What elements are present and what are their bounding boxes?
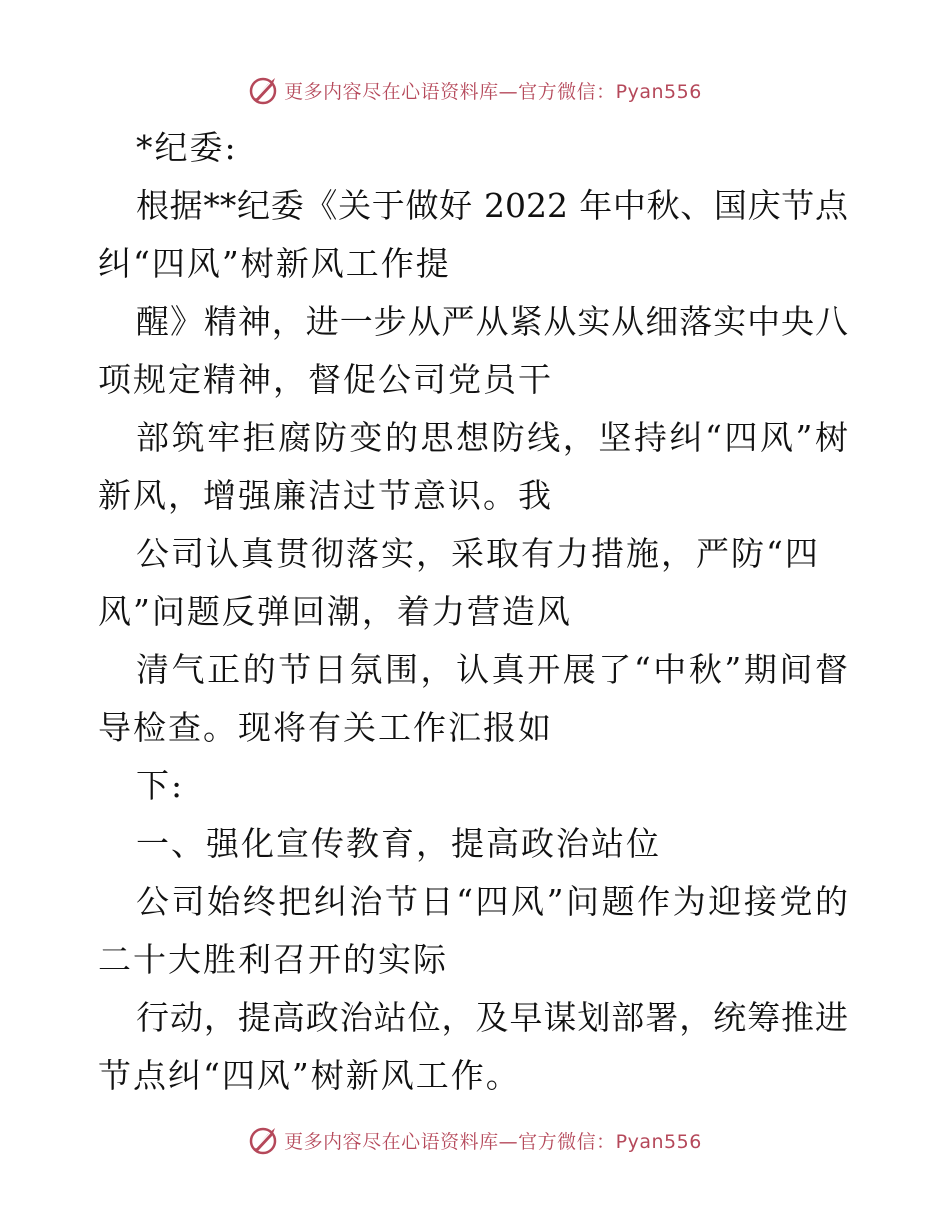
header-watermark	[0, 70, 950, 110]
text-line: 风”问题反弹回潮，着力营造风	[98, 592, 572, 631]
text-line: 下:	[136, 766, 185, 805]
footer-watermark	[0, 1120, 950, 1160]
text-line: 纠“四风”树新风工作提	[98, 244, 451, 283]
watermark-text: 更多内容尽在心语资料库—官方微信：Pyan556	[284, 80, 702, 103]
text-line: 醒》精神，进一步从严从紧从实从细落实中央八	[136, 302, 848, 341]
text-line: 项规定精神，督促公司党员干	[98, 360, 553, 399]
text-line: 公司认真贯彻落实，采取有力措施，严防“四	[136, 534, 820, 573]
text-line: 部筑牢拒腐防变的思想防线，坚持纠“四风”树	[136, 418, 848, 457]
text-line: 公司始终把纠治节日“四风”问题作为迎接党的	[136, 882, 848, 921]
text-line: 行动，提高政治站位，及早谋划部署，统筹推进	[136, 998, 848, 1037]
quill-pen-logo-icon	[248, 1124, 280, 1156]
quill-pen-logo-icon	[248, 74, 280, 106]
watermark-text: 更多内容尽在心语资料库—官方微信：Pyan556	[284, 1130, 702, 1153]
text-line: *纪委:	[136, 128, 238, 167]
text-line: 新风，增强廉洁过节意识。我	[98, 476, 553, 515]
text-line: 二十大胜利召开的实际	[98, 940, 448, 979]
text-line: 根据**纪委《关于做好 2022 年中秋、国庆节点	[136, 186, 848, 225]
text-line: 导检查。现将有关工作汇报如	[98, 708, 553, 747]
text-line: 清气正的节日氛围，认真开展了“中秋”期间督	[136, 650, 848, 689]
text-line: 节点纠“四风”树新风工作。	[98, 1056, 521, 1095]
section-heading: 一、强化宣传教育，提高政治站位	[136, 824, 661, 863]
